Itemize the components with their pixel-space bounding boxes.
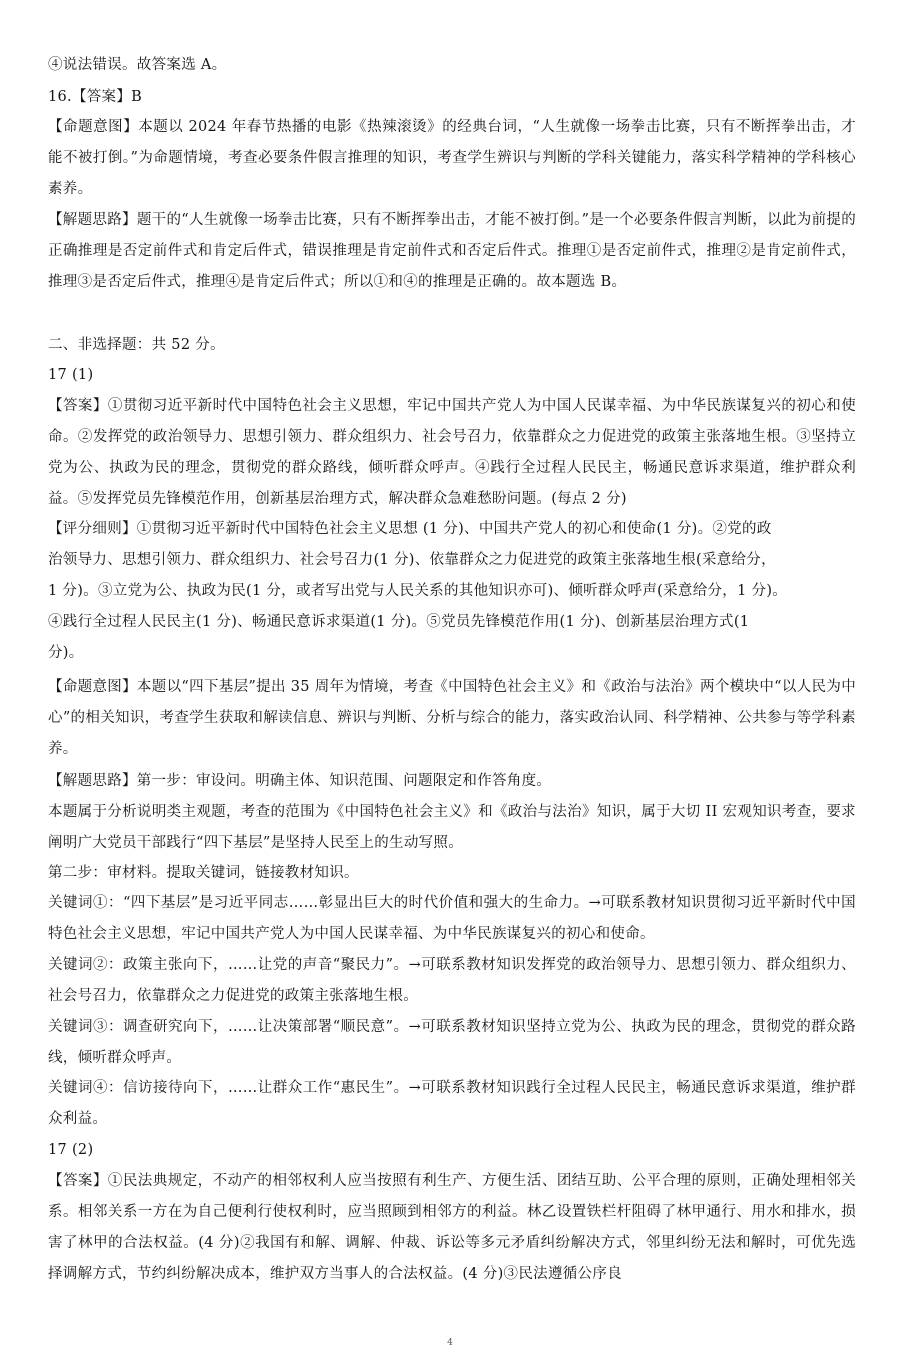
scoring-line: ④践行全过程人民民主(1 分)、畅通民意诉求渠道(1 分)。⑤党员先锋模范作用(1 分)、创新基层治理方式(1 <box>48 614 750 630</box>
scoring-line: 1 分)。③立党为公、执政为民(1 分，或者写出党与人民关系的其他知识亦可)、倾听群众呼声(采意给分，1 分)。 <box>48 583 788 599</box>
question-17-1-intent: 【命题意图】本题以“四下基层”提出 35 周年为情境，考查《中国特色社会主义》和《政治与法治》两个模块中“以人民为中心”的相关知识，考查学生获取和解读信息、辨识与判断、分析与综合的能力，落实政治认同、科学精神、公共参与等学科素养。 <box>48 679 856 757</box>
keyword-4: 关键词④：信访接待向下，……让群众工作“惠民生”。→可联系教材知识践行全过程人民民主，畅通民意诉求渠道，维护群众利益。 <box>48 1080 856 1127</box>
text-line: ④说法错误。故答案选 A。 <box>48 57 227 73</box>
question-16-approach: 【解题思路】题干的“人生就像一场拳击比赛，只有不断挥拳出击，才能不被打倒。”是一个必要条件假言判断，以此为前提的正确推理是否定前件式和肯定后件式，错误推理是肯定前件式和否定后件式。推理①是否定前件式，推理②是肯定前件式，推理③是否定后件式，推理④是肯定后件式；所以①和④的推理是正确的。故本题选 B。 <box>48 212 856 290</box>
scoring-line: 【评分细则】①贯彻习近平新时代中国特色社会主义思想 (1 分)、中国共产党人的初心和使命(1 分)。②党的政 <box>48 521 772 537</box>
question-17-1-label: 17 (1) <box>48 367 94 383</box>
keyword-2: 关键词②：政策主张向下，……让党的声音“聚民力”。→可联系教材知识发挥党的政治领导力、思想引领力、群众组织力、社会号召力，依靠群众之力促进党的政策主张落地生根。 <box>48 957 856 1004</box>
page-number: 4 <box>447 1338 453 1348</box>
question-16-answer: 16.【答案】B <box>48 89 143 105</box>
question-17-1-approach: 【解题思路】第一步：审设问。明确主体、知识范围、问题限定和作答角度。 <box>48 773 552 789</box>
section-heading: 二、非选择题：共 52 分。 <box>48 337 225 353</box>
question-17-2-label: 17 (2) <box>48 1142 94 1158</box>
question-16-intent: 【命题意图】本题以 2024 年春节热播的电影《热辣滚烫》的经典台词，“人生就像一场拳击比赛，只有不断挥拳出击，才能不被打倒。”为命题情境，考查必要条件假言推理的知识，考查学生辨识与判断的学科关键能力，落实科学精神的学科核心素养。 <box>48 119 856 197</box>
step-one-text: 本题属于分析说明类主观题，考查的范围为《中国特色社会主义》和《政治与法治》知识，属于大切 II 宏观知识考查，要求阐明广大党员干部践行“四下基层”是坚持人民至上的生动写照。 <box>48 804 856 851</box>
keyword-3: 关键词③：调查研究向下，……让决策部署“顺民意”。→可联系教材知识坚持立党为公、执政为民的理念，贯彻党的群众路线，倾听群众呼声。 <box>48 1019 856 1066</box>
question-17-1-answer: 【答案】①贯彻习近平新时代中国特色社会主义思想，牢记中国共产党人为中国人民谋幸福、为中华民族谋复兴的初心和使命。②发挥党的政治领导力、思想引领力、群众组织力、社会号召力，依靠群众之力促进党的政策主张落地生根。③坚持立党为公、执政为民的理念，贯彻党的群众路线，倾听群众呼声。④践行全过程人民民主，畅通民意诉求渠道，维护群众利益。⑤发挥党员先锋模范作用，创新基层治理方式，解决群众急难愁盼问题。(每点 2 分) <box>48 398 856 507</box>
scoring-line: 分)。 <box>48 645 84 661</box>
scoring-line: 治领导力、思想引领力、群众组织力、社会号召力(1 分)、依靠群众之力促进党的政策主张落地生根(采意给分， <box>48 552 776 568</box>
keyword-1: 关键词①：“四下基层”是习近平同志……彰显出巨大的时代价值和强大的生命力。→可联系教材知识贯彻习近平新时代中国特色社会主义思想，牢记中国共产党人为中国人民谋幸福、为中华民族谋复兴的初心和使命。 <box>48 895 856 942</box>
question-17-2-answer: 【答案】①民法典规定，不动产的相邻权利人应当按照有利生产、方便生活、团结互助、公平合理的原则，正确处理相邻关系。相邻关系一方在为自己便利行使权利时，应当照顾到相邻方的利益。林乙设置铁栏杆阻碍了林甲通行、用水和排水，损害了林甲的合法权益。(4 分)②我国有和解、调解、仲裁、诉讼等多元矛盾纠纷解决方式，邻里纠纷无法和解时，可优先选择调解方式，节约纠纷解决成本，维护双方当事人的合法权益。(4 分)③民法遵循公序良 <box>48 1173 856 1282</box>
step-two-heading: 第二步：审材料。提取关键词，链接教材知识。 <box>48 865 359 881</box>
